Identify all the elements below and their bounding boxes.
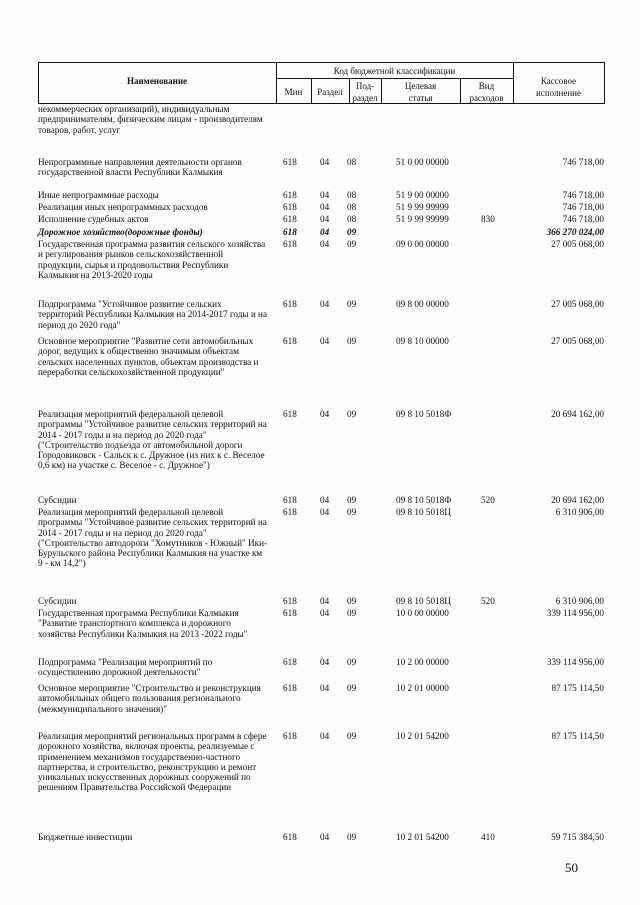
row-amount: 339 114 956,00 bbox=[546, 657, 604, 667]
row-podrazdel: 09 bbox=[347, 608, 357, 618]
row-name: Непрограммные направления деятельности органов государственной власти Республики Калмыкия bbox=[38, 157, 242, 178]
row-razdel: 04 bbox=[320, 190, 330, 200]
row-amount: 746 718,00 bbox=[562, 214, 604, 224]
row-min: 618 bbox=[283, 409, 297, 419]
row-razdel: 04 bbox=[320, 495, 330, 505]
row-min: 618 bbox=[283, 202, 297, 212]
row-podrazdel: 09 bbox=[347, 227, 357, 237]
row-name: Основное мероприятие "Строительство и реконструкция автомобильных общего пользования регионального (межмуниципального значения)" bbox=[38, 683, 261, 714]
row-podrazdel: 09 bbox=[347, 683, 357, 693]
row-name: Исполнение судебных актов bbox=[38, 214, 149, 224]
row-amount: 6 310 906,00 bbox=[555, 596, 604, 606]
row-razdel: 04 bbox=[320, 507, 330, 517]
row-min: 618 bbox=[283, 214, 297, 224]
row-min: 618 bbox=[283, 299, 297, 309]
header-amount-2: исполнение bbox=[536, 88, 581, 98]
row-target-article: 10 2 01 54200 bbox=[396, 731, 449, 741]
row-vid: 520 bbox=[481, 596, 495, 606]
page-number: 50 bbox=[565, 860, 578, 875]
row-min: 618 bbox=[283, 657, 297, 667]
row-podrazdel: 09 bbox=[347, 409, 357, 419]
row-razdel: 04 bbox=[320, 409, 330, 419]
row-target-article: 09 0 00 00000 bbox=[396, 239, 449, 249]
row-podrazdel: 09 bbox=[347, 731, 357, 741]
row-target-article: 51 9 99 99999 bbox=[396, 202, 449, 212]
row-amount: 20 694 162,00 bbox=[551, 409, 604, 419]
row-razdel: 04 bbox=[320, 227, 330, 237]
header-target-article-1: Целевая bbox=[404, 81, 437, 91]
row-amount: 87 175 114,50 bbox=[551, 731, 604, 741]
row-podrazdel: 08 bbox=[347, 202, 357, 212]
row-razdel: 04 bbox=[320, 683, 330, 693]
row-target-article: 09 8 10 5018Ц bbox=[396, 507, 451, 517]
row-name: некоммерческих организаций), индивидуальным предпринимателям, физическим лицам - производителям товаров, работ, услуг bbox=[38, 104, 263, 135]
row-target-article: 10 2 01 54200 bbox=[396, 832, 449, 842]
header-min: Мин bbox=[284, 87, 303, 97]
row-target-article: 10 0 00 00000 bbox=[396, 608, 449, 618]
row-vid: 410 bbox=[481, 832, 495, 842]
row-target-article: 09 8 10 5018Ц bbox=[396, 596, 451, 606]
row-razdel: 04 bbox=[320, 832, 330, 842]
row-razdel: 04 bbox=[320, 657, 330, 667]
row-amount: 27 005 068,00 bbox=[551, 239, 604, 249]
row-target-article: 09 8 10 5018Ф bbox=[396, 495, 452, 505]
row-amount: 746 718,00 bbox=[562, 157, 604, 167]
row-podrazdel: 09 bbox=[347, 299, 357, 309]
row-name: Реализация иных непрограммных расходов bbox=[38, 202, 208, 212]
row-target-article: 10 2 00 00000 bbox=[396, 657, 449, 667]
row-min: 618 bbox=[283, 495, 297, 505]
row-podrazdel: 09 bbox=[347, 596, 357, 606]
row-name: Субсидии bbox=[38, 596, 77, 606]
row-podrazdel: 09 bbox=[347, 495, 357, 505]
row-razdel: 04 bbox=[320, 608, 330, 618]
row-name: Государственная программа Республики Калмыкия "Развитие транспортного комплекса и дорожного хозяйства Республики Калмыкия на 2013 -2022 годы" bbox=[38, 608, 248, 639]
header-razdel: Раздел bbox=[317, 87, 343, 97]
row-target-article: 09 8 10 5018Ф bbox=[396, 409, 452, 419]
row-name: Основное мероприятие "Развитие сети автомобильных дорог, ведущих к общественно значимым объектам сельских населенных пунктов, объектам производства и переработки сельскохозяйственной продукции" bbox=[38, 336, 259, 377]
row-name: Иные непрограммные расходы bbox=[38, 190, 159, 200]
row-target-article: 51 9 00 00000 bbox=[396, 190, 449, 200]
row-podrazdel: 08 bbox=[347, 190, 357, 200]
header-vid-2: расходов bbox=[469, 93, 504, 103]
row-podrazdel: 09 bbox=[347, 239, 357, 249]
row-name: Подпрограмма "Реализация мероприятий по осуществлению дорожной деятельности" bbox=[38, 657, 213, 678]
row-amount: 746 718,00 bbox=[562, 190, 604, 200]
row-amount: 339 114 956,00 bbox=[546, 608, 604, 618]
row-razdel: 04 bbox=[320, 202, 330, 212]
row-min: 618 bbox=[283, 227, 297, 237]
row-min: 618 bbox=[283, 596, 297, 606]
header-amount-1: Кассовое bbox=[540, 76, 577, 86]
row-amount: 27 005 068,00 bbox=[551, 299, 604, 309]
row-podrazdel: 08 bbox=[347, 214, 357, 224]
row-min: 618 bbox=[283, 157, 297, 167]
row-razdel: 04 bbox=[320, 214, 330, 224]
row-amount: 87 175 114,50 bbox=[551, 683, 604, 693]
row-razdel: 04 bbox=[320, 731, 330, 741]
row-min: 618 bbox=[283, 608, 297, 618]
row-name: Реализация мероприятий региональных программ в сфере дорожного хозяйства, включая проекты, реализуемые с применением механизмов государственно-частного партнерства, и строительство, реконструкцию и ремонт уникальных искусственных дорожных сооружений по решениям Правительства Российской Федерации bbox=[38, 731, 267, 793]
row-amount: 366 270 024,00 bbox=[546, 227, 604, 237]
row-podrazdel: 08 bbox=[347, 157, 357, 167]
row-target-article: 51 9 99 99999 bbox=[396, 214, 449, 224]
row-name: Государственная программа развития сельского хозяйства и регулирования рынков сельскохозяйственной продукции, сырья и продовольствия Республики Калмыкия на 2013-2020 годы bbox=[38, 239, 266, 280]
header-podrazdel-1: Под- bbox=[355, 81, 375, 91]
row-razdel: 04 bbox=[320, 299, 330, 309]
row-target-article: 51 0 00 00000 bbox=[396, 157, 449, 167]
row-name: Дорожное хозяйство(дорожные фонды) bbox=[38, 227, 203, 237]
row-razdel: 04 bbox=[320, 596, 330, 606]
row-vid: 830 bbox=[481, 214, 495, 224]
row-min: 618 bbox=[283, 683, 297, 693]
row-name: Бюджетные инвестиции bbox=[38, 832, 133, 842]
header-name: Наименование bbox=[127, 76, 187, 86]
row-min: 618 bbox=[283, 731, 297, 741]
row-target-article: 09 8 00 00000 bbox=[396, 299, 449, 309]
header-podrazdel-2: раздел bbox=[352, 93, 378, 103]
row-min: 618 bbox=[283, 190, 297, 200]
row-amount: 27 005 068,00 bbox=[551, 336, 604, 346]
row-razdel: 04 bbox=[320, 157, 330, 167]
row-name: Субсидии bbox=[38, 495, 77, 505]
row-amount: 20 694 162,00 bbox=[551, 495, 604, 505]
header-vid-1: Вид bbox=[478, 81, 495, 91]
row-min: 618 bbox=[283, 832, 297, 842]
row-min: 618 bbox=[283, 239, 297, 249]
row-min: 618 bbox=[283, 336, 297, 346]
row-name: Реализация мероприятий федеральной целевой программы "Устойчивое развитие сельских территорий на 2014 - 2017 годы и на период до 2020 года" ("Строительство подъезда от автомобильной дороги Городовиковск - Сальск к с. Дружное (из них к с. Веселое 0,6 км) на участке с. Веселое - с. Дружное") bbox=[38, 409, 267, 471]
row-razdel: 04 bbox=[320, 239, 330, 249]
row-amount: 746 718,00 bbox=[562, 202, 604, 212]
row-name: Реализация мероприятий федеральной целевой программы "Устойчивое развитие сельских территорий на 2014 - 2017 годы и на период до 2020 года" ("Строительство автодороги "Хомутников - Южный" Ики-Бурульского района Республики Калмыкия на участке км 9 - км 14,2") bbox=[38, 507, 268, 569]
table-header bbox=[0, 0, 640, 110]
row-podrazdel: 09 bbox=[347, 832, 357, 842]
header-target-article-2: статья bbox=[408, 93, 433, 103]
row-vid: 520 bbox=[481, 495, 495, 505]
header-code-group: Код бюджетной классификации bbox=[333, 66, 456, 76]
row-name: Подпрограмма "Устойчивое развитие сельских территорий Республики Калмыкия на 2014-2017 годы и на период до 2020 года" bbox=[38, 299, 268, 330]
row-amount: 59 715 384,50 bbox=[551, 832, 604, 842]
row-podrazdel: 09 bbox=[347, 657, 357, 667]
row-podrazdel: 09 bbox=[347, 507, 357, 517]
row-razdel: 04 bbox=[320, 336, 330, 346]
row-podrazdel: 09 bbox=[347, 336, 357, 346]
row-min: 618 bbox=[283, 507, 297, 517]
row-amount: 6 310 906,00 bbox=[555, 507, 604, 517]
row-target-article: 10 2 01 00000 bbox=[396, 683, 449, 693]
row-target-article: 09 8 10 00000 bbox=[396, 336, 449, 346]
